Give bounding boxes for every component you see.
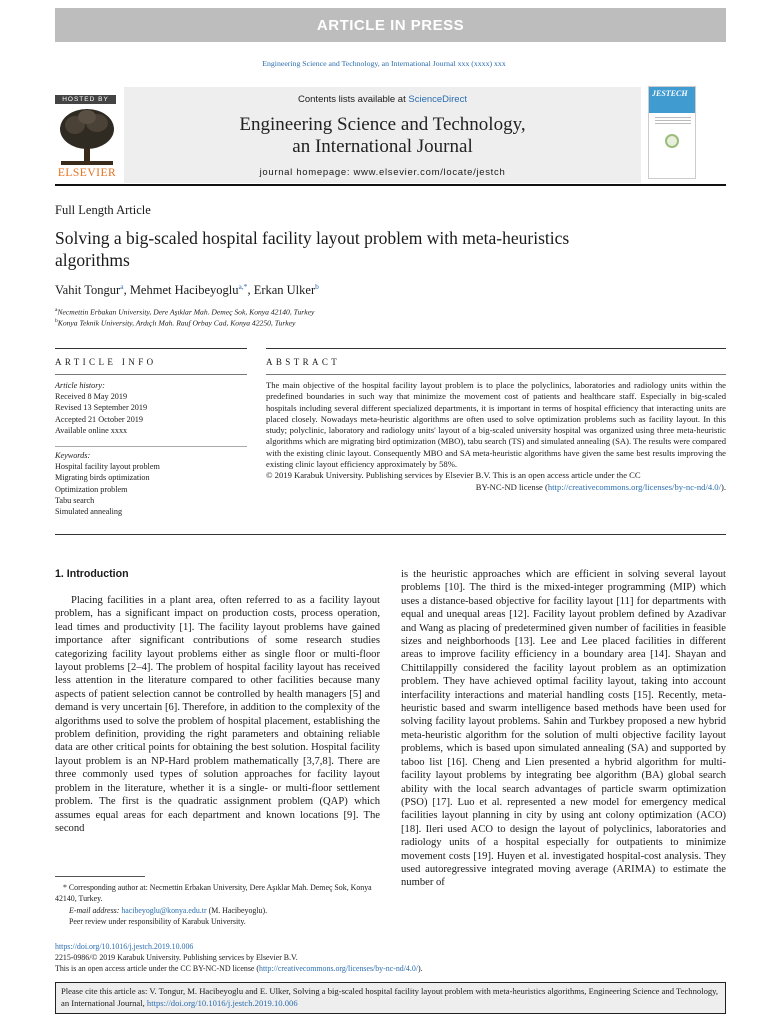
journal-title: Engineering Science and Technology, an International Journal [239, 114, 526, 157]
divider [266, 348, 726, 349]
article-title: Solving a big-scaled hospital facility layout problem with meta-heuristics algorithms [55, 228, 570, 270]
journal-homepage[interactable]: journal homepage: www.elsevier.com/locate/jestch [259, 167, 506, 178]
keyword: Optimization problem [55, 484, 128, 494]
email-link[interactable]: hacibeyoglu@konya.edu.tr [121, 905, 207, 915]
affiliation: $^b$Konya Teknik University, Ardıçlı Mah. Rauf Orbay Cad, Konya 42250, Turkey [55, 318, 296, 328]
doi-link[interactable]: https://doi.org/10.1016/j.jestch.2019.10.006 [55, 942, 194, 951]
abstract-body: The main objective of the hospital facility layout problem is to place the polyclinics, laboratories and radiology units within the predefined boundaries in such way that minimize the movement cost of patients and healthcare staff. Especially in big-scaled hospitals including several different specialized departments, it is important in terms of hospital efficiency that interacting units are placed closely. Nowadays meta-heuristic algorithms are often used to solve optimization problems such as facility layout. In this study; polyclinic, laboratory and radiology units' layout of a big-scaled university hospital was organized using three meta-heuristic algorithms which are migrating bird optimization (MBO), tabu search (TS) and simulated annealing (SA). The results were compared with the existing clinic layout. Consequently MBO and SA meta-heuristic algorithms have given the same best results improving the existing clinic layout efficiency approximately by 58%. © 2019 Karabuk University. Publishing services by Elsevier B.V. This is an open access article under the CC BY-NC-ND license (http://creativecommons.org/licenses/by-nc-nd/4.0/). [266, 380, 726, 492]
divider [266, 374, 726, 375]
article-in-press-banner: ARTICLE IN PRESS [55, 8, 726, 42]
author-list: Vahit Tongur$^a$, Mehmet Hacibeyoglu$^{a,*}$, Erkan Ulker$^b$ [55, 282, 319, 298]
issn-line: 2215-0986/© 2019 Karabuk University. Publishing services by Elsevier B.V. [55, 953, 298, 962]
divider [55, 534, 726, 535]
license-line: This is an open access article under the CC BY-NC-ND license (http://creativecommons.org/licenses/by-nc-nd/4.0/). [55, 964, 423, 973]
author-affil-link[interactable]: b [315, 282, 319, 291]
keyword: Simulated annealing [55, 507, 123, 517]
keyword: Migrating birds optimization [55, 473, 150, 483]
author-name: Vahit Tongur [55, 283, 121, 298]
article-type: Full Length Article [55, 203, 151, 217]
citation-text: Please cite this article as: V. Tongur, M. Hacibeyoglu and E. Ulker, Solving a big-scaled hospital facility layout problem with meta-heuristics algorithms, Engineering Science and Technology, an International Journal, [61, 986, 719, 1008]
corresponding-author-note: * Corresponding author at: Necmettin Erbakan University, Dere Aşıklar Mah. Demeç Sok, Konya 42140, Turkey. [55, 883, 372, 904]
email-line: E-mail address: hacibeyoglu@konya.edu.tr (M. Hacibeyoglu). [69, 905, 268, 915]
affiliation: $^a$Necmettin Erbakan University, Dere Aşıklar Mah. Demeç Sok, Konya 42140, Turkey [55, 307, 315, 317]
sciencedirect-link[interactable]: ScienceDirect [408, 94, 467, 105]
citation-box [55, 982, 726, 1014]
paragraph: is the heuristic approaches which are efficient in solving several layout problems [10]. The third is the mixed-integer programming (MIP) which uses a distance-based objective for facility layout [11] for departments with equal and unequal areas [12]. Facility layout problem defined by Azadivar and Wang as placing of predetermined given number of facilities in feasible sizes and neighborhoods [13]. Lee and Lee placed facilities in different areas to improve facility efficiency in a boundary area [14]. Shayan and Chittilappilly considered the facility layout problem as an optimization problem. They have achieved optimal facility layout, taking into account interfacility interactions and material handling costs [15]. Recently, meta-heuristic based and swarm intelligence based methods have been used for solving facility layout problems. Sahin and Turkbey proposed a new hybrid meta-heuristic algorithm for the solution of multi objective facility layout problems, which is based upon simulated annealing (SA) and supported by taboo list [16]. Cheng and Lien presented a hybrid algorithm for multi-facility layout problems by integrating bee algorithm (BA) global search ability with the local search advantages of particle swarm optimization (PSO) [17]. Luo et al. represented a new model for emergency medical facilities layout planning in city by using ant colony optimization (ACO) [18]. Ileri used ACO to design the layout of polyclinics, laboratories and radiology units of a hospital especially for outpatients to minimize movement costs [19]. Huyen et al. investigated hospital-cost analysis. They used autoregressive integrated moving average (ARIMA) to estimate the number of [401, 569, 726, 889]
section-heading: 1. Introduction [55, 568, 129, 580]
license-link[interactable]: http://creativecommons.org/licenses/by-nc-nd/4.0/ [547, 481, 721, 492]
divider [55, 374, 247, 375]
keyword: Hospital facility layout problem [55, 462, 160, 472]
footnotes [55, 882, 380, 927]
article-info-header: ARTICLE INFO [55, 357, 157, 367]
journal-cover-thumbnail [648, 86, 696, 179]
paragraph: Placing facilities in a plant area, often referred to as a facility layout problem, has a significant impact on production costs, process operation, lead times and productivity [1]. The facility layout problems have gained importance after significant contributions of some research studies categorizing facility layout problems either as single floor or multi-floor layout problems [2–4]. The problem of hospital facility layout has received less attention in the literature compared to other facilities because many aspects of patient selection cannot be controlled by health managers [5] and demand is very uncertain [6]. Therefore, in addition to the complexity of the algorithms used to solve the problem of hospital placement, establishing the problem definition, providing the right parameters and obtaining reliable data are other critical points for obtaining the best solution. Hospital facility layout problem is an NP-Hard problem mathematically [3,7,8]. There are three commonly used types of solution approaches for facility layout problem in the literature, whether it is a single- or multi-floor settlement problem. The first is the quadratic assignment problem (QAP) which assumes equal areas for each department and known locations [9]. The second [55, 595, 380, 834]
author-name: Mehmet Hacibeyoglu [129, 283, 239, 298]
author-name: Erkan Ulker [253, 283, 316, 298]
citation-doi-link[interactable]: https://doi.org/10.1016/j.jestch.2019.10.006 [146, 998, 298, 1008]
cover-label: JESTECH [649, 87, 695, 113]
hosted-by-label: HOSTED BY [55, 95, 116, 104]
peer-review-note: Peer review under responsibility of Karabuk University. [69, 916, 246, 926]
divider [55, 446, 247, 447]
contents-line: Contents lists available at ScienceDirect [298, 94, 467, 105]
abstract-header: ABSTRACT [266, 357, 341, 367]
author-affil-link[interactable]: a [120, 282, 124, 291]
article-history: Article history: Received 8 May 2019 Revised 13 September 2019 Accepted 21 October 2019 Available online xxxx [55, 381, 148, 435]
elsevier-wordmark: ELSEVIER [57, 167, 117, 179]
masthead-rule [55, 184, 726, 186]
footnote-rule [55, 876, 145, 877]
journal-citation-link[interactable]: Engineering Science and Technology, an International Journal xxx (xxxx) xxx [262, 59, 506, 68]
body-column-right [401, 568, 726, 890]
license-link[interactable]: http://creativecommons.org/licenses/by-nc-nd/4.0/ [259, 964, 418, 973]
keyword: Tabu search [55, 495, 95, 505]
author-affil-link[interactable]: a,* [238, 282, 248, 291]
cover-emblem-icon [665, 134, 679, 148]
keywords: Keywords: Hospital facility layout problem Migrating birds optimization Optimization problem Tabu search Simulated annealing [55, 450, 247, 517]
abstract-text: The main objective of the hospital facility layout problem is to place the polyclinics, laboratories and radiology units within the predefined boundaries in such way that minimize the movement cost of patients and healthcare staff. Especially in big-scaled hospitals including several different specialized departments, it is important in terms of hospital efficiency that interacting units are placed closely. Nowadays meta-heuristic algorithms are often used to solve optimization problems such as facility layout. In this study; polyclinic, laboratory and radiology units' layout of a big-scaled university hospital was organized using three meta-heuristic algorithms which are migrating bird optimization (MBO), tabu search (TS) and simulated annealing (SA). The results were compared with the existing clinic layout. Consequently MBO and SA meta-heuristic algorithms have given the same best results improving the existing clinic layout efficiency approximately by 58%. [266, 380, 726, 470]
body-column-left [55, 594, 380, 835]
publication-info [55, 941, 655, 974]
license-line: BY-NC-ND license (http://creativecommons.org/licenses/by-nc-nd/4.0/). [475, 481, 726, 492]
divider [55, 348, 247, 349]
journal-masthead [124, 87, 641, 183]
